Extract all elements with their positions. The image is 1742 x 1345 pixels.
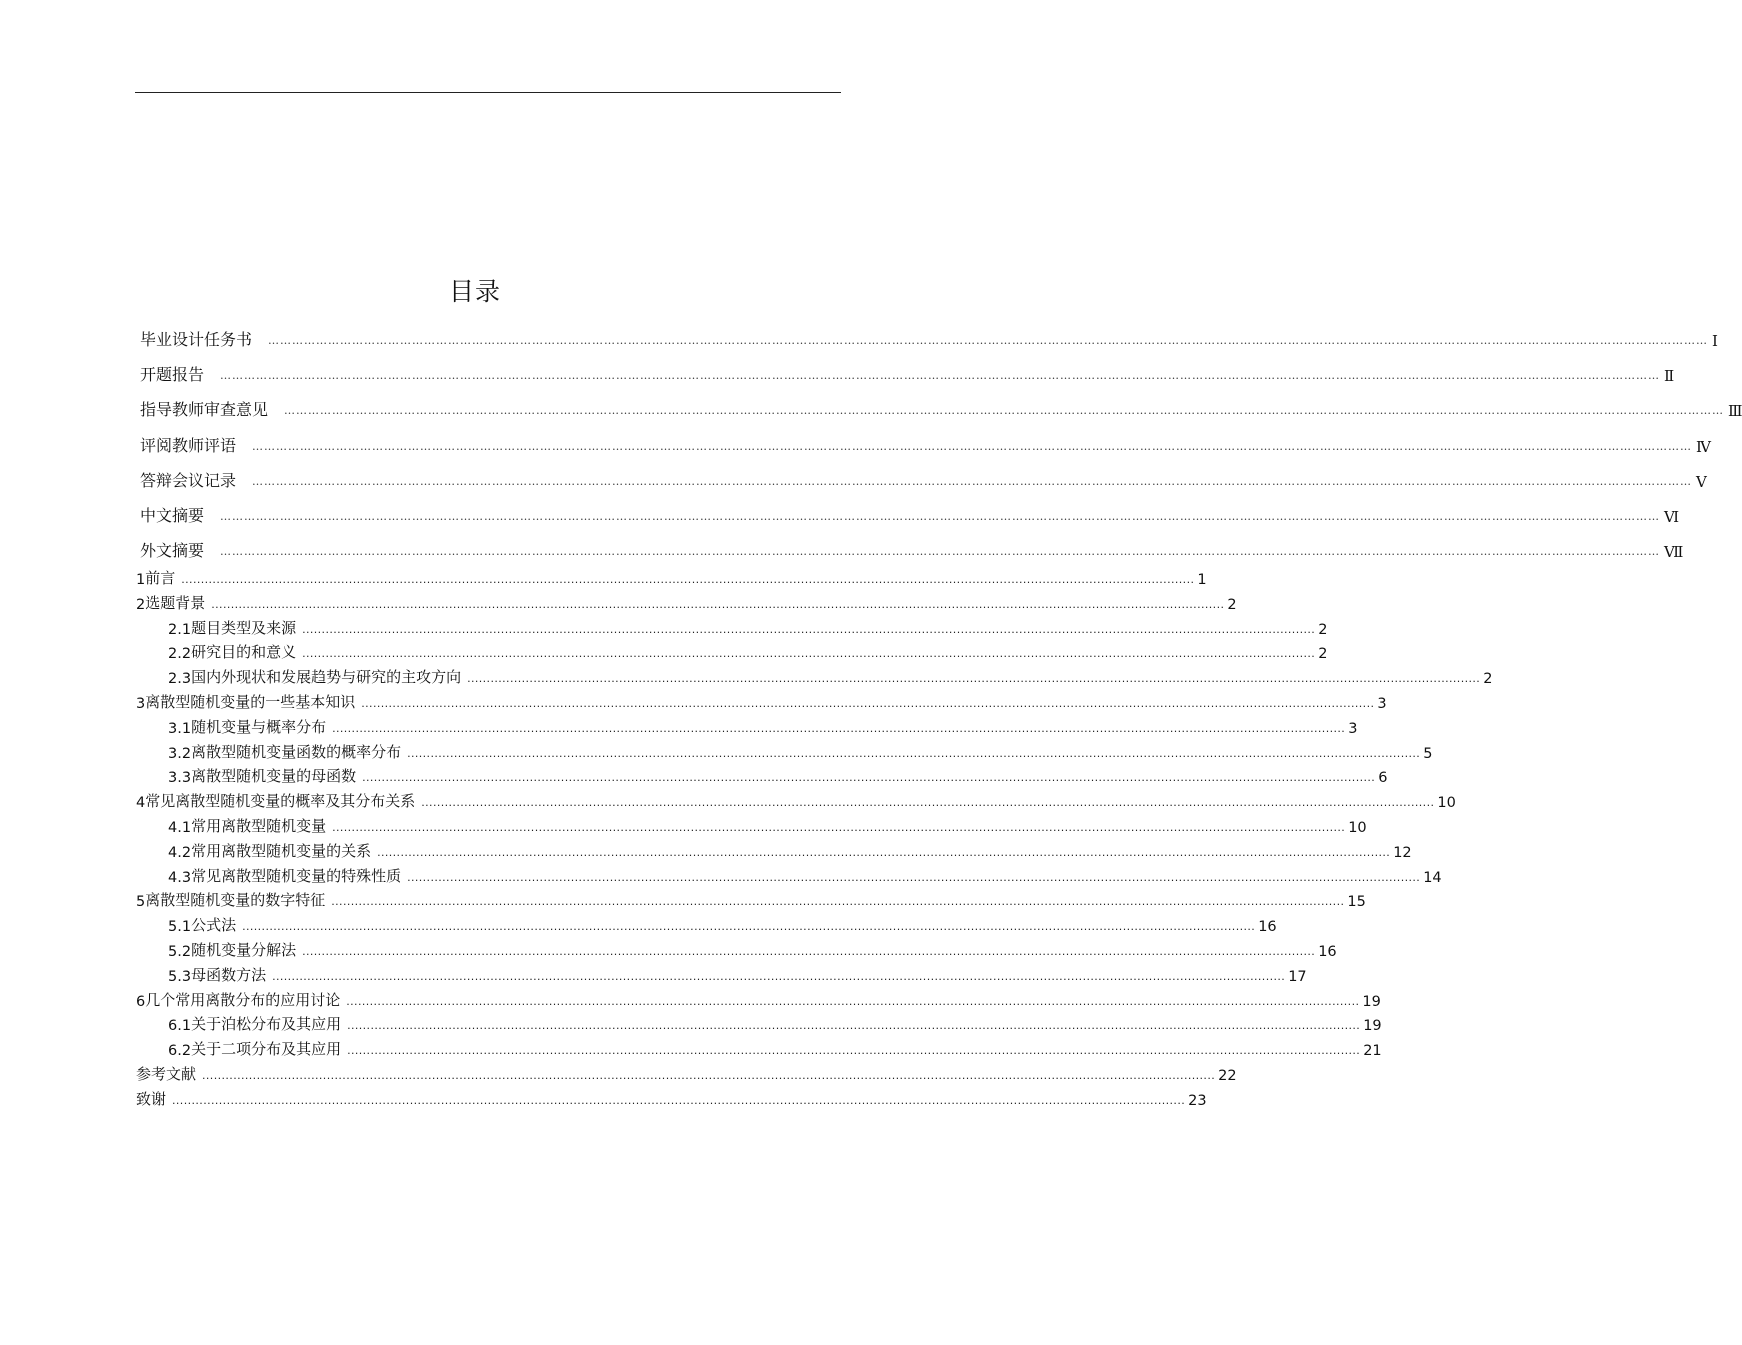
toc-item-label: 国内外现状和发展趋势与研究的主攻方向 (191, 668, 462, 687)
front-matter-item[interactable] (140, 537, 1684, 562)
dot-leader: .................................................................................................................................................................................................................................................................... (347, 1044, 1361, 1058)
toc-subsection[interactable] (168, 839, 1412, 861)
toc-item-number: 2.3 (168, 671, 192, 688)
toc-item-page: 2 (1483, 671, 1493, 688)
toc-item-page: 22 (1218, 1068, 1237, 1084)
front-matter-item[interactable] (140, 432, 1712, 456)
page-title: 目录 (448, 277, 501, 306)
dot-leader: ……………………………………………………………………………………………………………………………………………………………………………………………………………………………………………………………………………………………………………………………… (268, 334, 1709, 347)
toc-item-page: 3 (1348, 720, 1358, 737)
toc-subsection[interactable] (168, 814, 1367, 836)
toc-item-number: 5.2 (168, 944, 192, 960)
toc-item-page: 5 (1423, 745, 1433, 762)
dot-leader: .................................................................................................................................................................................................................................................................... (467, 672, 1481, 686)
dot-leader: .................................................................................................................................................................................................................................................................... (332, 821, 1346, 834)
dot-leader: .................................................................................................................................................................................................................................................................... (362, 771, 1376, 785)
toc-item-number: 6.1 (168, 1018, 192, 1035)
toc-chapter[interactable] (136, 690, 1387, 712)
dot-leader: ……………………………………………………………………………………………………………………………………………………………………………………………………………………………………………………………………………………………………………………………… (220, 369, 1661, 383)
toc-item-page: 1 (1197, 572, 1207, 588)
dot-leader: ……………………………………………………………………………………………………………………………………………………………………………………………………………………………………………………………………………………………………………………………… (252, 439, 1693, 453)
toc-item-label: 随机变量分解法 (191, 941, 297, 959)
front-matter-item[interactable] (140, 361, 1675, 386)
dot-leader: .................................................................................................................................................................................................................................................................... (302, 622, 1316, 636)
toc-backmatter[interactable] (136, 1087, 1207, 1109)
dot-leader: .................................................................................................................................................................................................................................................................... (242, 920, 1256, 934)
dot-leader: .................................................................................................................................................................................................................................................................... (302, 647, 1316, 661)
toc-item-page: 19 (1363, 1018, 1382, 1035)
dot-leader: ……………………………………………………………………………………………………………………………………………………………………………………………………………………………………………………………………………………………………………………………… (284, 404, 1725, 418)
toc-item-number: 4.3 (168, 869, 192, 886)
toc-item-page: 19 (1362, 993, 1381, 1010)
toc-item-label: 评阅教师评语 (140, 435, 237, 455)
toc-subsection[interactable] (168, 938, 1337, 960)
toc-item-page: Ⅲ (1728, 402, 1742, 421)
toc-item-page: Ⅱ (1664, 367, 1675, 386)
toc-item-label: 常用离散型随机变量的关系 (191, 841, 372, 860)
toc-item-page: 2 (1318, 646, 1328, 663)
dot-leader: .................................................................................................................................................................................................................................................................... (332, 721, 1346, 735)
dot-leader: .................................................................................................................................................................................................................................................................... (211, 597, 1225, 611)
toc-item-number: 6.2 (168, 1043, 192, 1060)
toc-item-label: 参考文献 (136, 1065, 197, 1083)
toc-item-page: 15 (1347, 894, 1366, 911)
toc-chapter[interactable] (136, 888, 1366, 911)
toc-subsection[interactable] (168, 640, 1328, 663)
toc-item-label: 开题报告 (140, 365, 205, 385)
toc-item-label: 常用离散型随机变量 (191, 817, 327, 835)
toc-item-page: Ⅵ (1664, 508, 1680, 526)
dot-leader: .................................................................................................................................................................................................................................................................... (202, 1069, 1216, 1082)
dot-leader: .................................................................................................................................................................................................................................................................... (361, 697, 1375, 710)
dot-leader: .................................................................................................................................................................................................................................................................... (421, 796, 1435, 810)
toc-subsection[interactable] (168, 864, 1442, 886)
toc-item-page: 23 (1188, 1092, 1207, 1109)
toc-item-number: 3.3 (168, 770, 192, 787)
toc-item-label: 常见离散型随机变量的概率及其分布关系 (145, 792, 416, 811)
toc-subsection[interactable] (168, 1037, 1382, 1060)
toc-item-page: 2 (1227, 596, 1237, 613)
toc-item-number: 4 (136, 795, 146, 812)
toc-item-page: Ⅰ (1712, 332, 1718, 350)
dot-leader: .................................................................................................................................................................................................................................................................... (346, 994, 1360, 1008)
toc-subsection[interactable] (168, 616, 1328, 638)
toc-chapter[interactable] (136, 591, 1237, 613)
toc-item-number: 5 (136, 894, 146, 911)
toc-item-page: 10 (1348, 820, 1367, 836)
toc-subsection[interactable] (168, 764, 1388, 787)
toc-item-page: 14 (1423, 869, 1442, 886)
toc-item-number: 2.2 (168, 646, 192, 663)
front-matter-item[interactable] (140, 467, 1707, 491)
toc-item-label: 离散型随机变量的数字特征 (145, 891, 326, 910)
toc-item-number: 2.1 (168, 621, 192, 638)
toc-item-number: 2 (136, 596, 146, 613)
toc-item-label: 几个常用离散分布的应用讨论 (145, 990, 341, 1009)
toc-item-page: 17 (1288, 968, 1307, 985)
toc-item-number: 3 (136, 696, 146, 712)
toc-item-number: 6 (136, 993, 146, 1010)
toc-item-number: 3.2 (168, 745, 192, 762)
dot-leader: .................................................................................................................................................................................................................................................................... (407, 746, 1421, 760)
toc-item-page: Ⅶ (1664, 543, 1684, 562)
toc-item-label: 题目类型及来源 (191, 618, 297, 637)
toc-item-label: 关于泊松分布及其应用 (191, 1015, 342, 1034)
toc-subsection[interactable] (168, 1012, 1382, 1035)
toc-item-number: 4.1 (168, 820, 192, 836)
toc-item-label: 中文摘要 (140, 506, 205, 525)
front-matter-item[interactable] (140, 326, 1718, 350)
toc-item-number: 5.3 (168, 968, 192, 985)
toc-item-label: 前言 (145, 569, 176, 587)
toc-item-label: 毕业设计任务书 (140, 330, 253, 349)
toc-item-page: 10 (1437, 795, 1456, 812)
front-matter-item[interactable] (140, 396, 1742, 421)
toc-item-page: 16 (1318, 944, 1337, 960)
front-matter-item[interactable] (140, 502, 1680, 526)
toc-chapter[interactable] (136, 789, 1456, 812)
dot-leader: .................................................................................................................................................................................................................................................................... (302, 945, 1316, 958)
toc-item-label: 致谢 (136, 1089, 167, 1108)
dot-leader: .................................................................................................................................................................................................................................................................... (272, 969, 1286, 983)
toc-item-number: 1 (136, 572, 146, 588)
dot-leader: ……………………………………………………………………………………………………………………………………………………………………………………………………………………………………………………………………………………………………………………………… (220, 510, 1661, 523)
toc-item-page: Ⅳ (1696, 437, 1712, 456)
toc-item-label: 离散型随机变量的一些基本知识 (145, 693, 356, 711)
toc-subsection[interactable] (168, 740, 1433, 762)
toc-item-label: 研究目的和意义 (191, 643, 297, 662)
toc-item-label: 离散型随机变量的母函数 (191, 767, 357, 786)
toc-item-page: 6 (1378, 770, 1388, 787)
dot-leader: .................................................................................................................................................................................................................................................................... (331, 895, 1345, 909)
toc-item-page: 21 (1363, 1043, 1382, 1060)
dot-leader: .................................................................................................................................................................................................................................................................... (407, 870, 1421, 884)
toc-subsection[interactable] (168, 715, 1358, 737)
toc-item-label: 答辩会议记录 (140, 470, 237, 490)
toc-item-number: 5.1 (168, 919, 192, 936)
toc-item-label: 母函数方法 (191, 965, 267, 984)
toc-item-label: 常见离散型随机变量的特殊性质 (191, 866, 402, 885)
toc-item-label: 选题背景 (145, 593, 206, 612)
dot-leader: .................................................................................................................................................................................................................................................................... (377, 845, 1391, 859)
toc-chapter[interactable] (136, 566, 1207, 588)
toc-backmatter[interactable] (136, 1062, 1237, 1084)
toc-item-label: 公式法 (191, 916, 237, 935)
dot-leader: .................................................................................................................................................................................................................................................................... (181, 573, 1195, 586)
toc-item-label: 外文摘要 (140, 541, 205, 561)
toc-subsection[interactable] (168, 963, 1307, 985)
toc-item-page: 12 (1393, 844, 1412, 861)
toc-chapter[interactable] (136, 988, 1381, 1010)
toc-item-label: 指导教师审查意见 (140, 400, 269, 420)
toc-item-number: 3.1 (168, 720, 192, 737)
toc-subsection[interactable] (168, 913, 1277, 936)
toc-item-page: 3 (1377, 696, 1387, 712)
toc-item-label: 关于二项分布及其应用 (191, 1040, 342, 1059)
dot-leader: .................................................................................................................................................................................................................................................................... (347, 1019, 1361, 1033)
toc-item-number: 4.2 (168, 844, 192, 861)
dot-leader: ……………………………………………………………………………………………………………………………………………………………………………………………………………………………………………………………………………………………………………………………… (220, 545, 1661, 559)
toc-item-label: 离散型随机变量函数的概率分布 (191, 742, 402, 761)
toc-item-page: 16 (1258, 919, 1277, 936)
toc-subsection[interactable] (168, 665, 1493, 688)
toc-item-page: Ⅴ (1696, 472, 1707, 491)
toc-item-page: 2 (1318, 621, 1328, 638)
dot-leader: .................................................................................................................................................................................................................................................................... (172, 1093, 1186, 1107)
toc-item-label: 随机变量与概率分布 (191, 717, 327, 736)
dot-leader: ……………………………………………………………………………………………………………………………………………………………………………………………………………………………………………………………………………………………………………………………… (252, 474, 1693, 488)
header-rule (135, 92, 841, 93)
